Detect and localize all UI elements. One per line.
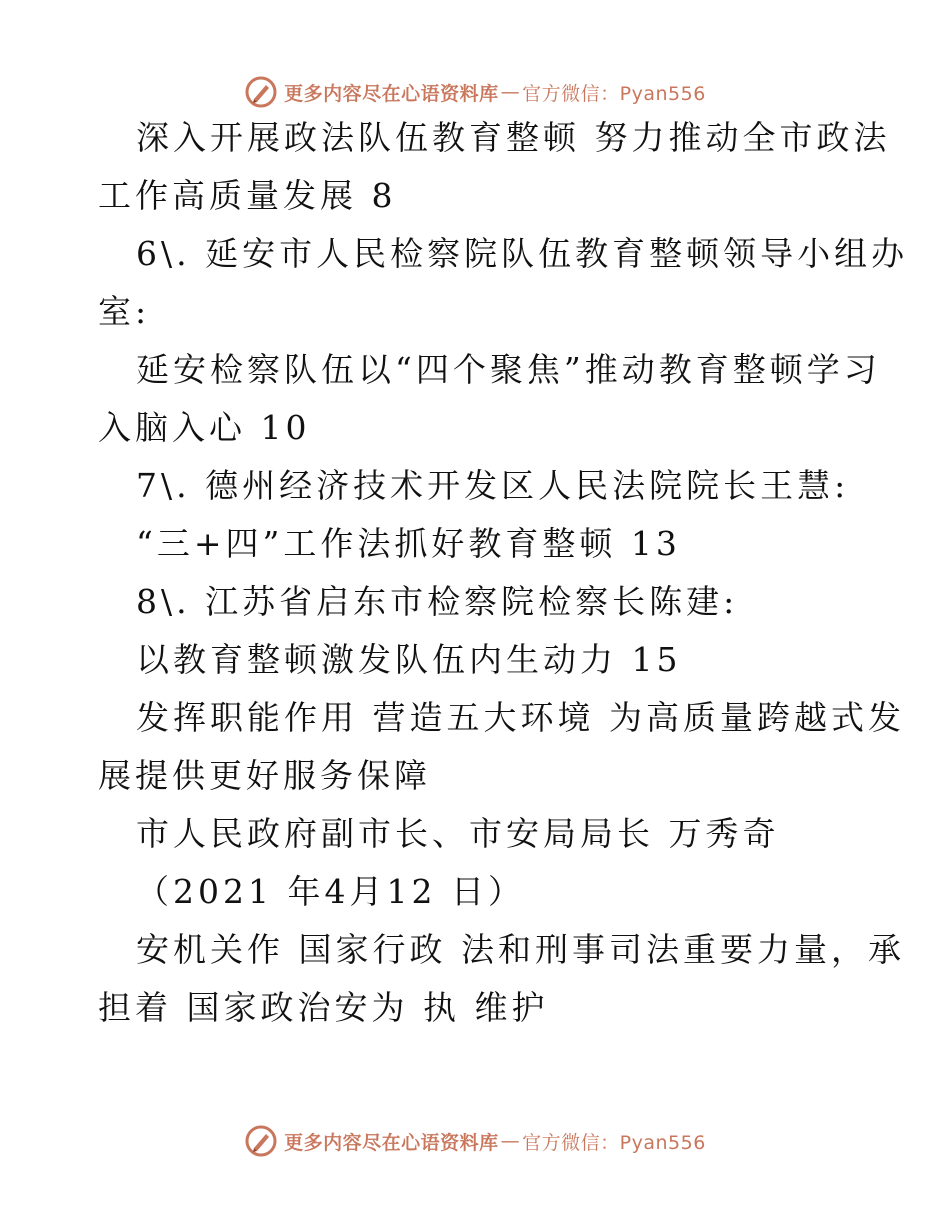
watermark-text: 更多内容尽在心语资料库	[284, 1131, 499, 1154]
text-line: 发挥职能作用 营造五大环境 为高质量跨越式发	[136, 698, 905, 737]
text-line: 室:	[98, 292, 151, 331]
text-line: （2021 年4月12 日）	[136, 872, 525, 911]
text-line: 担着 国家政治安为 执 维护	[98, 988, 549, 1027]
watermark-wechat: 官方微信：Pyan556	[522, 82, 706, 105]
text-line: 展提供更好服务保障	[98, 756, 431, 795]
text-line: 7\. 德州经济技术开发区人民法院院长王慧:	[136, 466, 850, 505]
watermark-wechat: 官方微信：Pyan556	[522, 1131, 706, 1154]
watermark-separator: —	[500, 1130, 521, 1152]
text-line: 延安检察队伍以“四个聚焦”推动教育整顿学习	[136, 350, 881, 389]
header-watermark	[0, 72, 950, 112]
text-line: 市人民政府副市长、市安局局长 万秀奇	[136, 814, 780, 853]
text-line: 以教育整顿激发队伍内生动力 15	[136, 640, 682, 679]
text-line: 8\. 江苏省启东市检察院检察长陈建:	[136, 582, 739, 621]
watermark-separator: —	[500, 81, 521, 103]
text-line: 安机关作 国家行政 法和刑事司法重要力量，承	[136, 930, 905, 969]
text-line: 深入开展政法队伍教育整顿 努力推动全市政法	[136, 118, 891, 157]
text-line: 入脑入心 10	[98, 408, 311, 447]
pen-circle-logo-icon	[244, 75, 278, 109]
watermark-text: 更多内容尽在心语资料库	[284, 82, 499, 105]
text-line: 工作高质量发展 8	[98, 176, 397, 215]
text-line: “三+四”工作法抓好教育整顿 13	[136, 524, 681, 563]
footer-watermark	[0, 1121, 950, 1161]
pen-circle-logo-icon	[244, 1124, 278, 1158]
text-line: 6\. 延安市人民检察院队伍教育整顿领导小组办	[136, 234, 909, 273]
